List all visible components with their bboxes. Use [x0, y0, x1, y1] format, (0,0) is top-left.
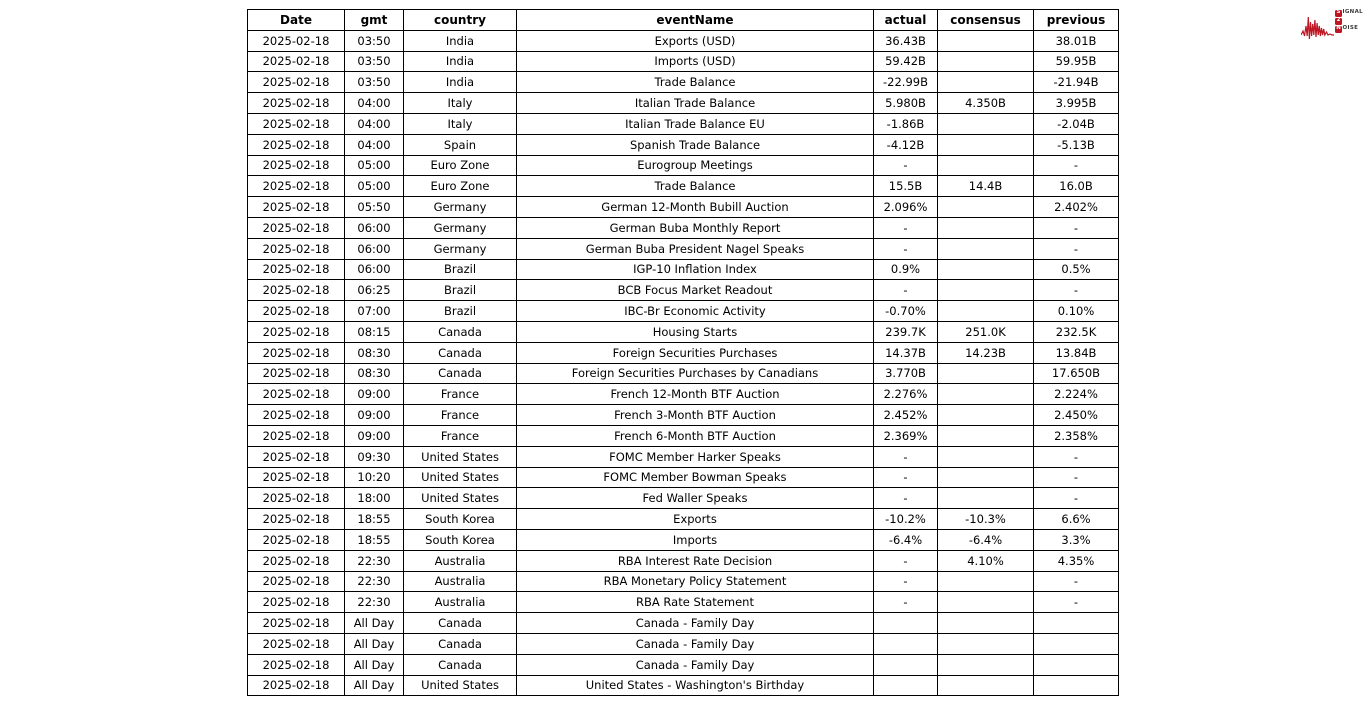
- table-row: [248, 654, 1119, 675]
- cell-consensus: [938, 675, 1034, 696]
- cell-date: 2025-02-18: [248, 550, 345, 571]
- cell-actual: 2.369%: [874, 425, 938, 446]
- cell-previous: [1034, 654, 1119, 675]
- cell-eventname: French 12-Month BTF Auction: [517, 384, 874, 405]
- cell-eventname: Canada - Family Day: [517, 654, 874, 675]
- cell-eventname: RBA Rate Statement: [517, 592, 874, 613]
- cell-country: France: [404, 425, 517, 446]
- table-row: [248, 467, 1119, 488]
- table-row: [248, 633, 1119, 654]
- cell-eventname: United States - Washington's Birthday: [517, 675, 874, 696]
- column-header-date: Date: [248, 10, 345, 31]
- cell-actual: -22.99B: [874, 72, 938, 93]
- cell-date: 2025-02-18: [248, 425, 345, 446]
- cell-actual: -: [874, 550, 938, 571]
- column-header-actual: actual: [874, 10, 938, 31]
- cell-consensus: [938, 259, 1034, 280]
- cell-gmt: 09:00: [345, 405, 404, 426]
- cell-eventname: Italian Trade Balance: [517, 93, 874, 114]
- logo-letter-box-s: S: [1336, 9, 1341, 16]
- cell-country: Euro Zone: [404, 155, 517, 176]
- waveform-icon: [1301, 14, 1334, 41]
- header-row: [248, 10, 1119, 31]
- cell-consensus: [938, 134, 1034, 155]
- cell-consensus: 4.350B: [938, 93, 1034, 114]
- cell-gmt: 06:25: [345, 280, 404, 301]
- cell-consensus: -6.4%: [938, 529, 1034, 550]
- cell-eventname: Eurogroup Meetings: [517, 155, 874, 176]
- cell-country: United States: [404, 467, 517, 488]
- economic-calendar-table: [247, 9, 1119, 696]
- cell-eventname: RBA Monetary Policy Statement: [517, 571, 874, 592]
- table-row: [248, 571, 1119, 592]
- cell-country: Spain: [404, 134, 517, 155]
- signal2noise-logo: [1301, 9, 1363, 41]
- cell-consensus: [938, 72, 1034, 93]
- cell-consensus: [938, 197, 1034, 218]
- cell-date: 2025-02-18: [248, 571, 345, 592]
- table-row: [248, 301, 1119, 322]
- cell-previous: -: [1034, 592, 1119, 613]
- cell-country: United States: [404, 488, 517, 509]
- table-row: [248, 217, 1119, 238]
- table-row: [248, 30, 1119, 51]
- logo-text-oise: OISE: [1342, 25, 1359, 32]
- cell-country: Brazil: [404, 259, 517, 280]
- cell-previous: 0.10%: [1034, 301, 1119, 322]
- cell-date: 2025-02-18: [248, 384, 345, 405]
- cell-previous: [1034, 613, 1119, 634]
- cell-gmt: 06:00: [345, 259, 404, 280]
- cell-eventname: FOMC Member Bowman Speaks: [517, 467, 874, 488]
- table-row: [248, 405, 1119, 426]
- cell-consensus: [938, 571, 1034, 592]
- cell-date: 2025-02-18: [248, 280, 345, 301]
- cell-country: Canada: [404, 321, 517, 342]
- table-row: [248, 675, 1119, 696]
- cell-date: 2025-02-18: [248, 93, 345, 114]
- cell-country: Canada: [404, 654, 517, 675]
- cell-eventname: BCB Focus Market Readout: [517, 280, 874, 301]
- cell-consensus: [938, 280, 1034, 301]
- cell-date: 2025-02-18: [248, 134, 345, 155]
- cell-actual: 0.9%: [874, 259, 938, 280]
- cell-gmt: 04:00: [345, 134, 404, 155]
- cell-consensus: -10.3%: [938, 509, 1034, 530]
- cell-consensus: 251.0K: [938, 321, 1034, 342]
- table-row: [248, 51, 1119, 72]
- cell-actual: -: [874, 571, 938, 592]
- cell-actual: 2.452%: [874, 405, 938, 426]
- cell-country: Australia: [404, 592, 517, 613]
- cell-actual: -4.12B: [874, 134, 938, 155]
- cell-date: 2025-02-18: [248, 176, 345, 197]
- cell-consensus: [938, 363, 1034, 384]
- cell-gmt: 22:30: [345, 571, 404, 592]
- column-header-eventname: eventName: [517, 10, 874, 31]
- cell-gmt: 09:30: [345, 446, 404, 467]
- table-row: [248, 529, 1119, 550]
- logo-letter-box-n: N: [1336, 25, 1341, 32]
- cell-eventname: German Buba Monthly Report: [517, 217, 874, 238]
- table-row: [248, 592, 1119, 613]
- cell-actual: -10.2%: [874, 509, 938, 530]
- cell-gmt: 18:00: [345, 488, 404, 509]
- cell-actual: -: [874, 155, 938, 176]
- cell-gmt: 10:20: [345, 467, 404, 488]
- cell-previous: -: [1034, 467, 1119, 488]
- cell-eventname: Housing Starts: [517, 321, 874, 342]
- cell-eventname: Exports (USD): [517, 30, 874, 51]
- cell-eventname: Foreign Securities Purchases: [517, 342, 874, 363]
- cell-date: 2025-02-18: [248, 654, 345, 675]
- cell-eventname: FOMC Member Harker Speaks: [517, 446, 874, 467]
- cell-country: Germany: [404, 217, 517, 238]
- cell-gmt: 06:00: [345, 238, 404, 259]
- cell-eventname: Italian Trade Balance EU: [517, 113, 874, 134]
- cell-country: Australia: [404, 550, 517, 571]
- cell-gmt: 22:30: [345, 550, 404, 571]
- cell-gmt: 05:50: [345, 197, 404, 218]
- cell-gmt: 09:00: [345, 425, 404, 446]
- table-row: [248, 425, 1119, 446]
- cell-country: United States: [404, 675, 517, 696]
- cell-eventname: Trade Balance: [517, 176, 874, 197]
- cell-actual: -: [874, 446, 938, 467]
- cell-eventname: French 6-Month BTF Auction: [517, 425, 874, 446]
- cell-date: 2025-02-18: [248, 259, 345, 280]
- cell-consensus: 4.10%: [938, 550, 1034, 571]
- cell-eventname: RBA Interest Rate Decision: [517, 550, 874, 571]
- cell-date: 2025-02-18: [248, 592, 345, 613]
- cell-consensus: [938, 446, 1034, 467]
- cell-consensus: [938, 384, 1034, 405]
- cell-actual: 14.37B: [874, 342, 938, 363]
- cell-gmt: All Day: [345, 633, 404, 654]
- table-row: [248, 321, 1119, 342]
- cell-previous: 17.650B: [1034, 363, 1119, 384]
- cell-country: Brazil: [404, 280, 517, 301]
- cell-eventname: Trade Balance: [517, 72, 874, 93]
- table-row: [248, 509, 1119, 530]
- cell-consensus: [938, 51, 1034, 72]
- cell-eventname: Foreign Securities Purchases by Canadians: [517, 363, 874, 384]
- cell-previous: -: [1034, 155, 1119, 176]
- cell-date: 2025-02-18: [248, 446, 345, 467]
- cell-date: 2025-02-18: [248, 488, 345, 509]
- cell-gmt: All Day: [345, 675, 404, 696]
- cell-eventname: Imports: [517, 529, 874, 550]
- cell-previous: 13.84B: [1034, 342, 1119, 363]
- cell-country: Australia: [404, 571, 517, 592]
- cell-country: Italy: [404, 93, 517, 114]
- cell-consensus: [938, 217, 1034, 238]
- cell-date: 2025-02-18: [248, 467, 345, 488]
- cell-date: 2025-02-18: [248, 633, 345, 654]
- cell-previous: -2.04B: [1034, 113, 1119, 134]
- cell-country: Italy: [404, 113, 517, 134]
- cell-previous: 2.358%: [1034, 425, 1119, 446]
- cell-consensus: [938, 405, 1034, 426]
- cell-eventname: German 12-Month Bubill Auction: [517, 197, 874, 218]
- cell-previous: -: [1034, 217, 1119, 238]
- cell-country: Germany: [404, 238, 517, 259]
- cell-consensus: [938, 633, 1034, 654]
- cell-consensus: [938, 155, 1034, 176]
- cell-actual: -: [874, 592, 938, 613]
- cell-eventname: Spanish Trade Balance: [517, 134, 874, 155]
- cell-gmt: 05:00: [345, 176, 404, 197]
- cell-date: 2025-02-18: [248, 301, 345, 322]
- cell-consensus: [938, 467, 1034, 488]
- cell-actual: [874, 613, 938, 634]
- cell-actual: -0.70%: [874, 301, 938, 322]
- cell-country: India: [404, 30, 517, 51]
- cell-country: India: [404, 72, 517, 93]
- cell-date: 2025-02-18: [248, 155, 345, 176]
- cell-gmt: 04:00: [345, 113, 404, 134]
- cell-country: Canada: [404, 633, 517, 654]
- cell-date: 2025-02-18: [248, 509, 345, 530]
- cell-gmt: 06:00: [345, 217, 404, 238]
- logo-line-signal: [1335, 9, 1363, 17]
- cell-country: South Korea: [404, 509, 517, 530]
- cell-gmt: 18:55: [345, 529, 404, 550]
- cell-country: Canada: [404, 613, 517, 634]
- cell-previous: 3.3%: [1034, 529, 1119, 550]
- cell-eventname: Exports: [517, 509, 874, 530]
- cell-actual: -: [874, 488, 938, 509]
- cell-actual: -: [874, 238, 938, 259]
- cell-date: 2025-02-18: [248, 675, 345, 696]
- column-header-country: country: [404, 10, 517, 31]
- cell-consensus: [938, 30, 1034, 51]
- cell-actual: -: [874, 217, 938, 238]
- cell-consensus: [938, 113, 1034, 134]
- cell-actual: 2.096%: [874, 197, 938, 218]
- cell-previous: 232.5K: [1034, 321, 1119, 342]
- cell-actual: 239.7K: [874, 321, 938, 342]
- cell-gmt: 08:30: [345, 342, 404, 363]
- column-header-gmt: gmt: [345, 10, 404, 31]
- cell-gmt: All Day: [345, 654, 404, 675]
- cell-gmt: 08:15: [345, 321, 404, 342]
- cell-consensus: [938, 613, 1034, 634]
- cell-previous: 2.402%: [1034, 197, 1119, 218]
- cell-date: 2025-02-18: [248, 613, 345, 634]
- cell-eventname: IBC-Br Economic Activity: [517, 301, 874, 322]
- table-row: [248, 113, 1119, 134]
- table-row: [248, 155, 1119, 176]
- column-header-consensus: consensus: [938, 10, 1034, 31]
- cell-previous: -5.13B: [1034, 134, 1119, 155]
- cell-country: Canada: [404, 363, 517, 384]
- logo-text: [1335, 9, 1363, 33]
- cell-gmt: All Day: [345, 613, 404, 634]
- cell-previous: 16.0B: [1034, 176, 1119, 197]
- cell-eventname: IGP-10 Inflation Index: [517, 259, 874, 280]
- table-row: [248, 93, 1119, 114]
- table-row: [248, 363, 1119, 384]
- cell-country: Canada: [404, 342, 517, 363]
- cell-eventname: German Buba President Nagel Speaks: [517, 238, 874, 259]
- cell-actual: 15.5B: [874, 176, 938, 197]
- cell-date: 2025-02-18: [248, 197, 345, 218]
- cell-gmt: 03:50: [345, 30, 404, 51]
- cell-date: 2025-02-18: [248, 113, 345, 134]
- table-body: [248, 30, 1119, 696]
- cell-consensus: 14.4B: [938, 176, 1034, 197]
- table-row: [248, 134, 1119, 155]
- cell-actual: 3.770B: [874, 363, 938, 384]
- cell-actual: [874, 654, 938, 675]
- cell-gmt: 07:00: [345, 301, 404, 322]
- cell-previous: -: [1034, 446, 1119, 467]
- cell-previous: -: [1034, 280, 1119, 301]
- table-row: [248, 446, 1119, 467]
- cell-consensus: [938, 654, 1034, 675]
- cell-actual: [874, 675, 938, 696]
- cell-gmt: 22:30: [345, 592, 404, 613]
- cell-country: United States: [404, 446, 517, 467]
- table-row: [248, 238, 1119, 259]
- table-row: [248, 342, 1119, 363]
- cell-eventname: French 3-Month BTF Auction: [517, 405, 874, 426]
- cell-eventname: Fed Waller Speaks: [517, 488, 874, 509]
- cell-country: Euro Zone: [404, 176, 517, 197]
- cell-date: 2025-02-18: [248, 321, 345, 342]
- cell-country: India: [404, 51, 517, 72]
- cell-country: Brazil: [404, 301, 517, 322]
- cell-gmt: 09:00: [345, 384, 404, 405]
- logo-line-noise: [1335, 25, 1363, 33]
- cell-previous: 3.995B: [1034, 93, 1119, 114]
- cell-actual: 36.43B: [874, 30, 938, 51]
- cell-previous: -: [1034, 571, 1119, 592]
- cell-previous: 38.01B: [1034, 30, 1119, 51]
- cell-previous: 6.6%: [1034, 509, 1119, 530]
- logo-letter-box-2: 2: [1336, 17, 1341, 24]
- cell-consensus: [938, 301, 1034, 322]
- cell-date: 2025-02-18: [248, 30, 345, 51]
- column-header-previous: previous: [1034, 10, 1119, 31]
- table-row: [248, 259, 1119, 280]
- cell-previous: 4.35%: [1034, 550, 1119, 571]
- table-row: [248, 72, 1119, 93]
- cell-gmt: 03:50: [345, 51, 404, 72]
- cell-consensus: [938, 592, 1034, 613]
- cell-gmt: 08:30: [345, 363, 404, 384]
- cell-date: 2025-02-18: [248, 405, 345, 426]
- cell-country: France: [404, 384, 517, 405]
- cell-date: 2025-02-18: [248, 529, 345, 550]
- table-row: [248, 176, 1119, 197]
- cell-country: Germany: [404, 197, 517, 218]
- cell-previous: -21.94B: [1034, 72, 1119, 93]
- logo-text-ignal: IGNAL: [1342, 9, 1363, 16]
- cell-date: 2025-02-18: [248, 72, 345, 93]
- cell-previous: [1034, 675, 1119, 696]
- cell-previous: 2.224%: [1034, 384, 1119, 405]
- table-row: [248, 613, 1119, 634]
- table-row: [248, 550, 1119, 571]
- cell-gmt: 04:00: [345, 93, 404, 114]
- cell-previous: -: [1034, 488, 1119, 509]
- cell-previous: 0.5%: [1034, 259, 1119, 280]
- cell-actual: 59.42B: [874, 51, 938, 72]
- cell-date: 2025-02-18: [248, 363, 345, 384]
- cell-date: 2025-02-18: [248, 51, 345, 72]
- cell-consensus: [938, 425, 1034, 446]
- cell-actual: 5.980B: [874, 93, 938, 114]
- cell-gmt: 03:50: [345, 72, 404, 93]
- cell-eventname: Imports (USD): [517, 51, 874, 72]
- cell-consensus: [938, 488, 1034, 509]
- cell-actual: [874, 633, 938, 654]
- cell-previous: 59.95B: [1034, 51, 1119, 72]
- cell-actual: -6.4%: [874, 529, 938, 550]
- cell-actual: -: [874, 280, 938, 301]
- cell-consensus: 14.23B: [938, 342, 1034, 363]
- table-row: [248, 384, 1119, 405]
- cell-eventname: Canada - Family Day: [517, 613, 874, 634]
- cell-date: 2025-02-18: [248, 342, 345, 363]
- cell-date: 2025-02-18: [248, 217, 345, 238]
- cell-actual: -1.86B: [874, 113, 938, 134]
- cell-actual: -: [874, 467, 938, 488]
- cell-actual: 2.276%: [874, 384, 938, 405]
- logo-line-2: [1335, 17, 1363, 25]
- cell-date: 2025-02-18: [248, 238, 345, 259]
- cell-gmt: 05:00: [345, 155, 404, 176]
- table-row: [248, 488, 1119, 509]
- cell-gmt: 18:55: [345, 509, 404, 530]
- cell-eventname: Canada - Family Day: [517, 633, 874, 654]
- cell-consensus: [938, 238, 1034, 259]
- cell-country: France: [404, 405, 517, 426]
- cell-previous: -: [1034, 238, 1119, 259]
- cell-previous: 2.450%: [1034, 405, 1119, 426]
- cell-country: South Korea: [404, 529, 517, 550]
- cell-previous: [1034, 633, 1119, 654]
- table-row: [248, 280, 1119, 301]
- table-row: [248, 197, 1119, 218]
